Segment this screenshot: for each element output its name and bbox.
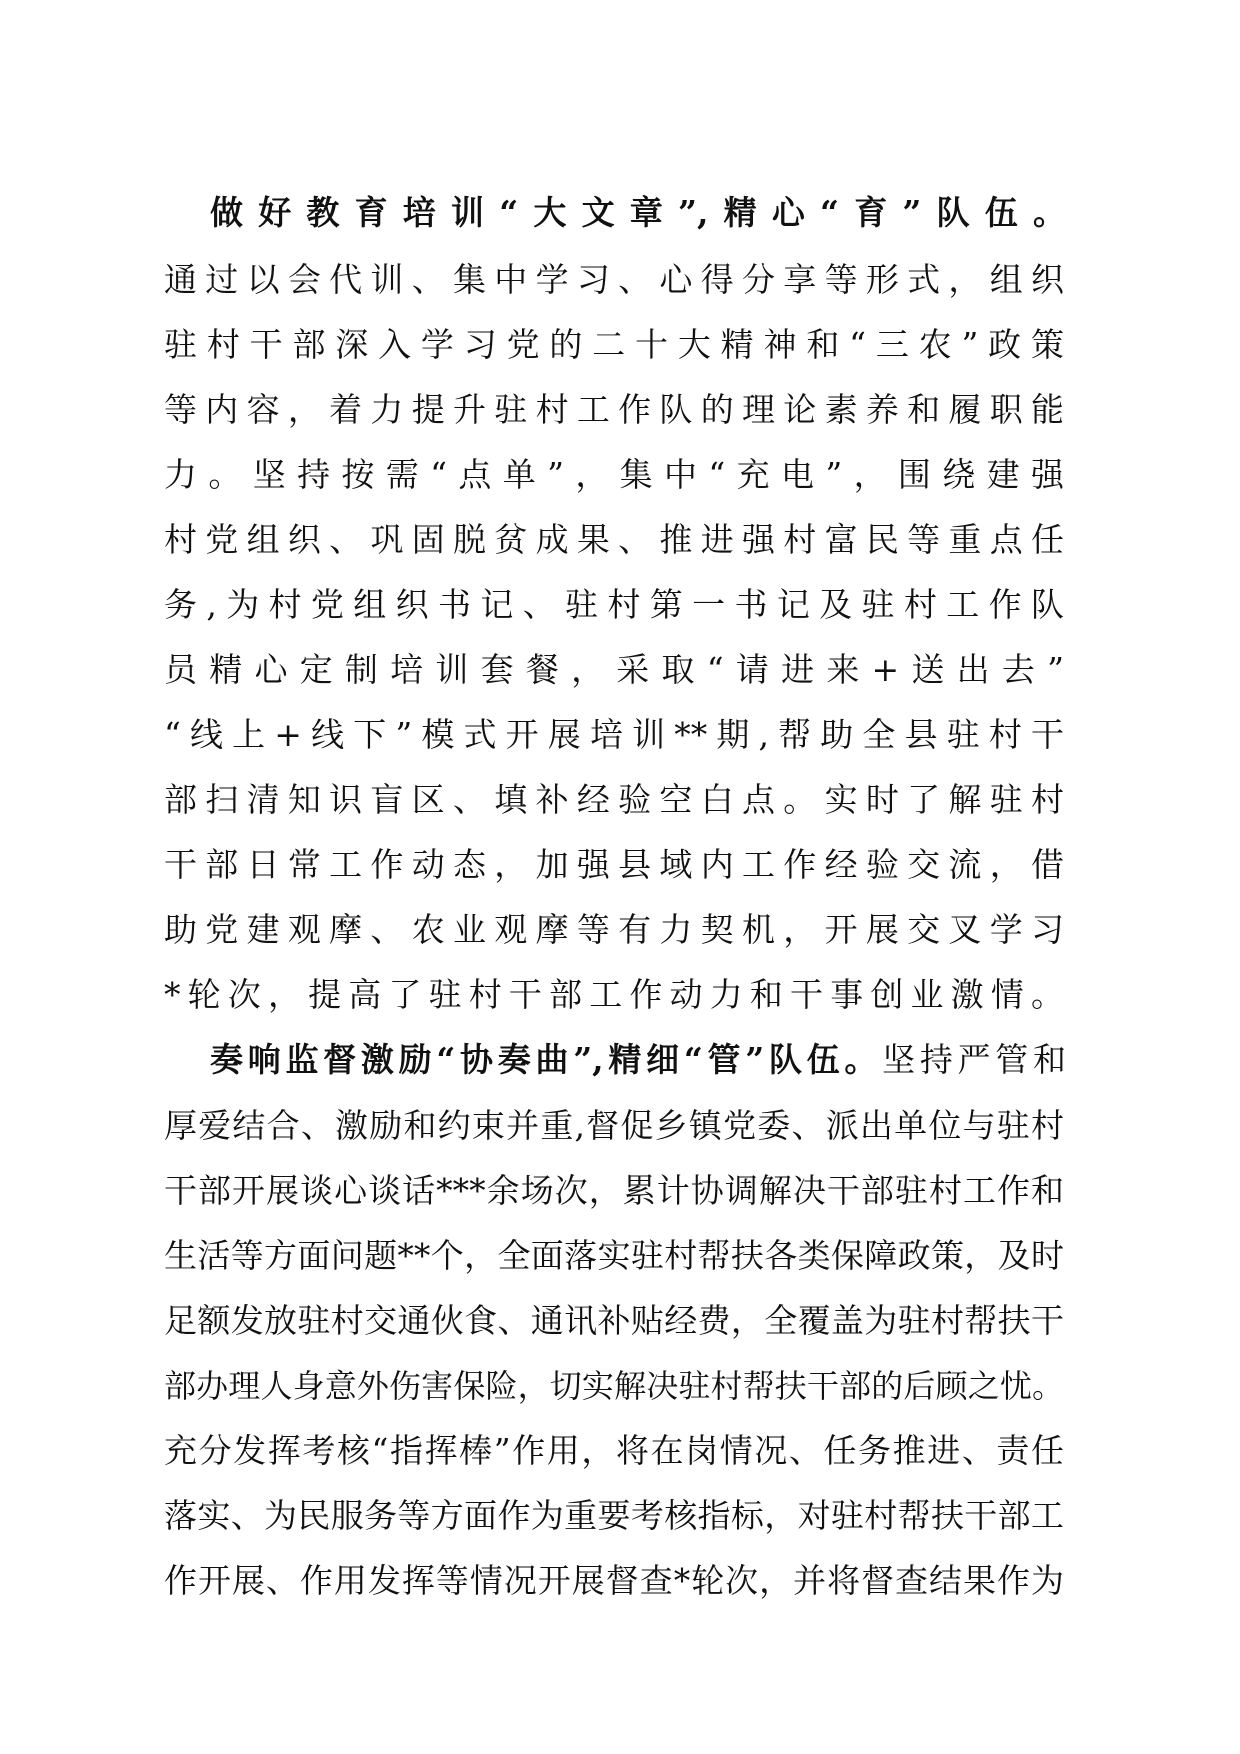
section2-line: 干部开展谈心谈话***余场次，累计协调解决干部驻村工作和 bbox=[164, 1171, 1064, 1210]
section1-line: 务,为村党组织书记、驻村第一书记及驻村工作队 bbox=[164, 585, 1064, 624]
section1-line: 等内容，着力提升驻村工作队的理论素养和履职能 bbox=[164, 390, 1064, 429]
section2-heading-line bbox=[210, 1027, 1066, 1093]
section2-line: 部办理人身意外伤害保险，切实解决驻村帮扶干部的后顾之忧。 bbox=[164, 1367, 1064, 1405]
section2-heading-tail: 坚持严管和 bbox=[882, 1040, 1066, 1079]
section1-line: 力。坚持按需“点单”，集中“充电”，围绕建强 bbox=[164, 455, 1064, 494]
section2-line: 生活等方面问题**个，全面落实驻村帮扶各类保障政策，及时 bbox=[164, 1236, 1064, 1275]
section1-line: 部扫清知识盲区、填补经验空白点。实时了解驻村 bbox=[164, 780, 1064, 819]
section2-line: 充分发挥考核“指挥棒”作用，将在岗情况、任务推进、责任 bbox=[164, 1431, 1064, 1470]
section2-line: 足额发放驻村交通伙食、通讯补贴经费，全覆盖为驻村帮扶干 bbox=[164, 1301, 1064, 1340]
section1-line: 干部日常工作动态，加强县域内工作经验交流，借 bbox=[164, 845, 1064, 884]
section2-line: 作开展、作用发挥等情况开展督查*轮次，并将督查结果作为 bbox=[164, 1561, 1064, 1600]
section1-line: 员精心定制培训套餐，采取“请进来+送出去” bbox=[164, 650, 1064, 689]
section1-line: *轮次，提高了驻村干部工作动力和干事创业激情。 bbox=[164, 975, 1064, 1014]
section1-line: 村党组织、巩固脱贫成果、推进强村富民等重点任 bbox=[164, 520, 1064, 559]
section1-heading: 做好教育培训“大文章”,精心“育”队伍。 bbox=[210, 193, 1066, 232]
section1-line: “线上+线下”模式开展培训**期,帮助全县驻村干 bbox=[164, 715, 1064, 754]
section1-line: 助党建观摩、农业观摩等有力契机，开展交叉学习 bbox=[164, 910, 1064, 949]
section2-line: 落实、为民服务等方面作为重要考核指标，对驻村帮扶干部工 bbox=[164, 1496, 1064, 1535]
section1-line: 通过以会代训、集中学习、心得分享等形式，组织 bbox=[164, 260, 1064, 299]
section1-line: 驻村干部深入学习党的二十大精神和“三农”政策 bbox=[164, 325, 1064, 364]
section2-heading: 奏响监督激励“协奏曲”,精细“管”队伍。 bbox=[210, 1040, 883, 1079]
section2-line: 厚爱结合、激励和约束并重,督促乡镇党委、派出单位与驻村 bbox=[164, 1106, 1064, 1145]
